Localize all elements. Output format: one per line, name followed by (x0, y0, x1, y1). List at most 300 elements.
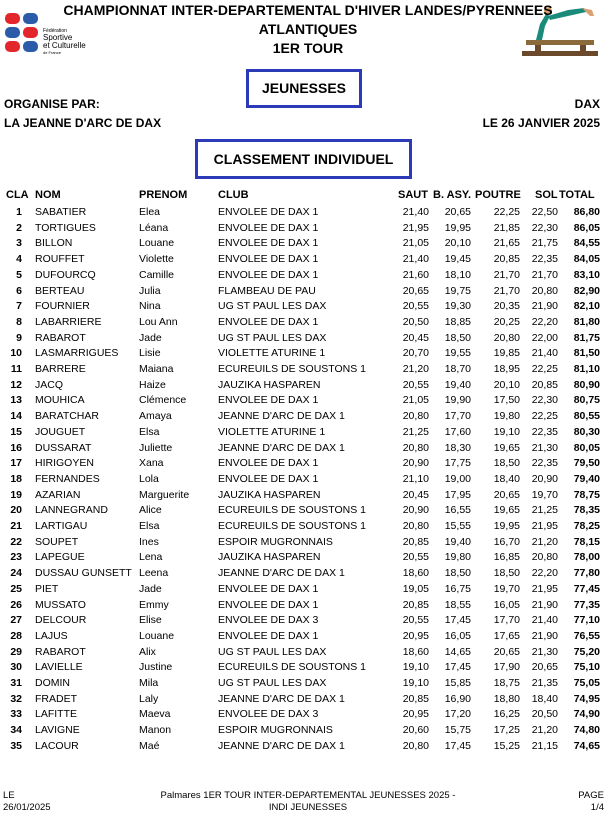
prenom-cell: Manon (139, 724, 172, 737)
total-cell: 86,05 (573, 221, 600, 234)
club-cell: UG ST PAUL LES DAX (218, 677, 327, 689)
table-row (0, 253, 616, 269)
prenom-cell: Louane (139, 237, 175, 250)
club-cell: ENVOLEE DE DAX 1 (218, 206, 319, 218)
saut-cell: 20,85 (402, 598, 429, 611)
rank-cell: 6 (16, 284, 22, 297)
prenom-cell: Justine (139, 661, 173, 674)
saut-cell: 20,85 (402, 535, 429, 548)
saut-cell: 20,80 (402, 441, 429, 454)
club-cell: ENVOLEE DE DAX 1 (218, 629, 319, 642)
poutre-cell: 17,65 (493, 629, 520, 642)
nom-cell: FERNANDES (35, 472, 100, 485)
col-saut: SAUT (398, 189, 428, 201)
club-cell: UG ST PAUL LES DAX (218, 300, 327, 313)
prenom-cell: Amaya (139, 410, 172, 423)
poutre-cell: 16,05 (493, 598, 520, 611)
col-sol: SOL (535, 189, 558, 201)
saut-cell: 20,95 (402, 629, 429, 642)
rank-cell: 31 (10, 677, 22, 689)
prenom-cell: Lena (139, 551, 163, 564)
nom-cell: RABAROT (35, 331, 86, 344)
sol-cell: 21,40 (531, 614, 558, 627)
rank-cell: 1 (16, 206, 22, 218)
total-cell: 75,05 (573, 677, 600, 689)
total-cell: 80,55 (573, 410, 600, 423)
rank-cell: 16 (10, 441, 22, 454)
ranking-box (195, 139, 412, 179)
saut-cell: 21,10 (402, 472, 429, 485)
sol-cell: 22,00 (531, 331, 558, 344)
nom-cell: HIRIGOYEN (35, 457, 94, 470)
category-box (246, 69, 362, 108)
col-prenom: PRENOM (139, 189, 188, 201)
rank-cell: 14 (10, 410, 22, 423)
total-cell: 81,75 (573, 331, 600, 344)
nom-cell: FOURNIER (35, 300, 90, 313)
footer-caption-line-2: INDI JEUNESSES (268, 802, 348, 813)
rank-cell: 13 (10, 394, 22, 407)
nom-cell: BERTEAU (35, 284, 85, 297)
saut-cell: 20,90 (402, 504, 429, 517)
nom-cell: PIET (35, 582, 59, 595)
poutre-cell: 22,25 (493, 206, 520, 218)
table-row (0, 379, 616, 395)
prenom-cell: Camille (139, 268, 175, 281)
table-row (0, 394, 616, 410)
nom-cell: SABATIER (35, 206, 87, 218)
asy-cell: 18,30 (444, 441, 471, 454)
table-row (0, 442, 616, 458)
category-label: JEUNESSES (261, 80, 347, 96)
asy-cell: 19,55 (444, 347, 471, 360)
col-rank: CLA (6, 189, 29, 201)
rank-cell: 17 (10, 457, 22, 470)
prenom-cell: Lisie (139, 347, 161, 360)
saut-cell: 21,95 (402, 221, 429, 234)
total-cell: 82,10 (573, 300, 600, 313)
rank-cell: 10 (10, 347, 22, 360)
prenom-cell: Elea (139, 206, 161, 218)
table-row (0, 347, 616, 363)
footer-page-label: PAGE (578, 790, 604, 801)
asy-cell: 17,70 (444, 410, 471, 423)
nom-cell: DUSSARAT (35, 441, 92, 454)
total-cell: 83,10 (573, 268, 600, 281)
nom-cell: DUFOURCQ (35, 268, 96, 281)
nom-cell: LABARRIERE (35, 315, 102, 328)
table-row (0, 646, 616, 662)
prenom-cell: Marguerite (139, 488, 190, 501)
club-cell: ENVOLEE DE DAX 1 (218, 457, 319, 470)
asy-cell: 18,50 (444, 331, 471, 344)
sol-cell: 20,80 (531, 551, 558, 564)
prenom-cell: Ines (139, 535, 159, 548)
ranking-label: CLASSEMENT INDIVIDUEL (213, 151, 394, 167)
rank-cell: 22 (10, 535, 22, 548)
nom-cell: DELCOUR (35, 614, 87, 627)
asy-cell: 14,65 (444, 645, 471, 658)
poutre-cell: 21,85 (493, 221, 520, 234)
nom-cell: MUSSATO (35, 598, 86, 611)
asy-cell: 18,50 (444, 567, 471, 580)
total-cell: 74,80 (573, 724, 600, 737)
sol-cell: 21,70 (531, 268, 558, 281)
asy-cell: 19,40 (444, 378, 471, 391)
poutre-cell: 17,90 (493, 661, 520, 674)
saut-cell: 21,25 (402, 425, 429, 438)
rank-cell: 3 (16, 237, 22, 250)
asy-cell: 18,10 (444, 268, 471, 281)
footer-date-label: LE (3, 790, 15, 801)
total-cell: 74,65 (573, 739, 600, 752)
sol-cell: 21,20 (531, 535, 558, 548)
total-cell: 81,10 (573, 363, 600, 375)
club-cell: ECUREUILS DE SOUSTONS 1 (218, 504, 367, 517)
table-row (0, 614, 616, 630)
asy-cell: 19,00 (444, 472, 471, 485)
saut-cell: 20,85 (402, 692, 429, 705)
rank-cell: 25 (10, 582, 22, 595)
prenom-cell: Jade (139, 331, 162, 344)
club-cell: UG ST PAUL LES DAX (218, 645, 327, 658)
poutre-cell: 16,85 (493, 551, 520, 564)
club-cell: JEANNE D'ARC DE DAX 1 (218, 410, 345, 423)
sol-cell: 21,40 (531, 347, 558, 360)
total-cell: 74,90 (573, 708, 600, 721)
sol-cell: 20,50 (531, 708, 558, 721)
sol-cell: 20,90 (531, 472, 558, 485)
table-row (0, 677, 616, 693)
rank-cell: 9 (16, 331, 22, 344)
rank-cell: 7 (16, 300, 22, 313)
table-row (0, 504, 616, 520)
saut-cell: 18,60 (402, 645, 429, 658)
sol-cell: 21,20 (531, 724, 558, 737)
footer-page (578, 790, 604, 814)
club-cell: JEANNE D'ARC DE DAX 1 (218, 739, 345, 752)
poutre-cell: 19,65 (493, 504, 520, 517)
club-cell: VIOLETTE ATURINE 1 (218, 347, 326, 360)
poutre-cell: 19,65 (493, 441, 520, 454)
asy-cell: 19,40 (444, 535, 471, 548)
sol-cell: 21,95 (531, 520, 558, 532)
asy-cell: 16,75 (444, 582, 471, 595)
asy-cell: 16,90 (444, 692, 471, 705)
table-row (0, 410, 616, 426)
table-row (0, 222, 616, 238)
rank-cell: 4 (16, 253, 22, 266)
col-asy: B. ASY. (433, 189, 472, 201)
rank-cell: 18 (10, 472, 22, 485)
club-cell: ENVOLEE DE DAX 1 (218, 394, 319, 407)
poutre-cell: 17,50 (493, 394, 520, 407)
club-cell: ECUREUILS DE SOUSTONS 1 (218, 661, 367, 674)
table-row (0, 457, 616, 473)
asy-cell: 17,75 (444, 457, 471, 470)
poutre-cell: 20,80 (493, 331, 520, 344)
prenom-cell: Xana (139, 457, 164, 470)
nom-cell: DOMIN (35, 677, 70, 689)
poutre-cell: 18,40 (493, 472, 520, 485)
saut-cell: 19,10 (402, 661, 429, 674)
poutre-cell: 21,70 (493, 284, 520, 297)
prenom-cell: Maé (139, 739, 160, 752)
sol-cell: 22,35 (531, 457, 558, 470)
prenom-cell: Juliette (139, 441, 173, 454)
sol-cell: 20,85 (531, 378, 558, 391)
poutre-cell: 20,25 (493, 315, 520, 328)
asy-cell: 17,95 (444, 488, 471, 501)
total-cell: 76,55 (573, 629, 600, 642)
competition-title-line-3: 1ER TOUR (272, 40, 344, 56)
nom-cell: LANNEGRAND (35, 504, 108, 517)
table-row (0, 269, 616, 285)
footer-date-value: 26/01/2025 (3, 802, 51, 813)
club-cell: ECUREUILS DE SOUSTONS 1 (218, 363, 367, 375)
nom-cell: LASMARRIGUES (35, 347, 119, 360)
table-row (0, 426, 616, 442)
sol-cell: 21,25 (531, 504, 558, 517)
nom-cell: LAJUS (35, 629, 68, 642)
sol-cell: 21,90 (531, 629, 558, 642)
poutre-cell: 19,10 (493, 425, 520, 438)
col-nom: NOM (35, 189, 61, 201)
city: DAX (574, 97, 600, 111)
asy-cell: 18,55 (444, 598, 471, 611)
total-cell: 78,15 (573, 535, 600, 548)
prenom-cell: Léana (139, 221, 169, 234)
table-row (0, 630, 616, 646)
total-cell: 77,35 (573, 598, 600, 611)
club-cell: JEANNE D'ARC DE DAX 1 (218, 567, 345, 580)
nom-cell: SOUPET (35, 535, 79, 548)
club-cell: JEANNE D'ARC DE DAX 1 (218, 692, 345, 705)
table-row (0, 661, 616, 677)
poutre-cell: 18,50 (493, 567, 520, 580)
club-cell: ENVOLEE DE DAX 1 (218, 237, 319, 250)
table-row (0, 285, 616, 301)
prenom-cell: Alix (139, 645, 156, 658)
asy-cell: 15,55 (444, 520, 471, 532)
total-cell: 78,75 (573, 488, 600, 501)
asy-cell: 15,75 (444, 724, 471, 737)
logo-text-4: de France (43, 50, 62, 55)
table-row (0, 708, 616, 724)
table-row (0, 206, 616, 222)
total-cell: 74,95 (573, 692, 600, 705)
prenom-cell: Violette (139, 253, 174, 266)
total-cell: 84,05 (573, 253, 600, 266)
asy-cell: 17,45 (444, 739, 471, 752)
prenom-cell: Lou Ann (139, 315, 178, 328)
saut-cell: 21,05 (402, 394, 429, 407)
saut-cell: 20,70 (402, 347, 429, 360)
organise-label: ORGANISE PAR: (4, 97, 100, 111)
club-cell: ENVOLEE DE DAX 1 (218, 582, 319, 595)
rank-cell: 12 (10, 378, 22, 391)
club-cell: ENVOLEE DE DAX 1 (218, 472, 319, 485)
asy-cell: 17,60 (444, 425, 471, 438)
sol-cell: 22,25 (531, 410, 558, 423)
prenom-cell: Lola (139, 472, 159, 485)
footer-caption (0, 790, 616, 814)
total-cell: 82,90 (573, 284, 600, 297)
sol-cell: 22,35 (531, 425, 558, 438)
total-cell: 80,90 (573, 378, 600, 391)
poutre-cell: 17,25 (493, 724, 520, 737)
poutre-cell: 20,65 (493, 488, 520, 501)
rank-cell: 21 (10, 520, 22, 532)
poutre-cell: 19,70 (493, 582, 520, 595)
poutre-cell: 19,95 (493, 520, 520, 532)
rank-cell: 11 (10, 363, 22, 375)
sol-cell: 19,70 (531, 488, 558, 501)
asy-cell: 19,80 (444, 551, 471, 564)
nom-cell: TORTIGUES (35, 221, 96, 234)
rank-cell: 20 (10, 504, 22, 517)
saut-cell: 19,10 (402, 677, 429, 689)
table-row (0, 237, 616, 253)
competition-title-line-1: CHAMPIONNAT INTER-DEPARTEMENTAL D'HIVER LANDES/PYRENNEES (63, 2, 553, 18)
saut-cell: 20,95 (402, 708, 429, 721)
sol-cell: 20,65 (531, 661, 558, 674)
total-cell: 79,40 (573, 472, 600, 485)
nom-cell: LAFITTE (35, 708, 78, 721)
sol-cell: 22,35 (531, 253, 558, 266)
nom-cell: LARTIGAU (35, 520, 88, 532)
asy-cell: 18,70 (444, 363, 471, 375)
asy-cell: 16,05 (444, 629, 471, 642)
poutre-cell: 19,85 (493, 347, 520, 360)
organiser-name: LA JEANNE D'ARC DE DAX (4, 116, 162, 130)
nom-cell: ROUFFET (35, 253, 85, 266)
nom-cell: AZARIAN (35, 488, 81, 501)
rank-cell: 30 (10, 661, 22, 674)
event-date: LE 26 JANVIER 2025 (482, 116, 600, 130)
prenom-cell: Clémence (139, 394, 187, 407)
saut-cell: 20,55 (402, 614, 429, 627)
saut-cell: 21,20 (402, 363, 429, 375)
asy-cell: 17,20 (444, 708, 471, 721)
poutre-cell: 20,35 (493, 300, 520, 313)
col-total: TOTAL (559, 189, 595, 201)
prenom-cell: Jade (139, 582, 162, 595)
poutre-cell: 20,10 (493, 378, 520, 391)
sol-cell: 21,15 (531, 739, 558, 752)
club-cell: ENVOLEE DE DAX 1 (218, 253, 319, 266)
rank-cell: 24 (10, 567, 22, 580)
nom-cell: BARATCHAR (35, 410, 99, 423)
club-cell: ESPOIR MUGRONNAIS (218, 535, 333, 548)
club-cell: JAUZIKA HASPAREN (218, 378, 321, 391)
nom-cell: BARRERE (35, 363, 86, 375)
poutre-cell: 20,65 (493, 645, 520, 658)
total-cell: 78,00 (573, 551, 600, 564)
club-cell: ENVOLEE DE DAX 3 (218, 614, 319, 627)
nom-cell: LAPEGUE (35, 551, 85, 564)
saut-cell: 20,45 (402, 331, 429, 344)
sol-cell: 21,30 (531, 645, 558, 658)
nom-cell: JACQ (35, 378, 64, 391)
prenom-cell: Emmy (139, 598, 169, 611)
sol-cell: 21,35 (531, 677, 558, 689)
sol-cell: 22,20 (531, 315, 558, 328)
total-cell: 75,20 (573, 645, 600, 658)
table-row (0, 536, 616, 552)
asy-cell: 19,30 (444, 300, 471, 313)
club-cell: ECUREUILS DE SOUSTONS 1 (218, 520, 367, 532)
footer-caption-line-1: Palmares 1ER TOUR INTER-DEPARTEMENTAL JEUNESSES 2025 - (160, 790, 456, 801)
saut-cell: 21,05 (402, 237, 429, 250)
rank-cell: 27 (10, 614, 22, 627)
nom-cell: LAVIGNE (35, 724, 80, 737)
club-cell: FLAMBEAU DE PAU (218, 284, 316, 297)
saut-cell: 20,80 (402, 739, 429, 752)
table-row (0, 520, 616, 536)
rank-cell: 15 (10, 425, 22, 438)
total-cell: 81,80 (573, 315, 600, 328)
club-cell: JAUZIKA HASPAREN (218, 551, 321, 564)
prenom-cell: Elsa (139, 520, 160, 532)
prenom-cell: Elsa (139, 425, 160, 438)
nom-cell: JOUGUET (35, 425, 86, 438)
saut-cell: 19,05 (402, 582, 429, 595)
sol-cell: 20,80 (531, 284, 558, 297)
saut-cell: 20,80 (402, 410, 429, 423)
table-row (0, 740, 616, 756)
col-club: CLUB (218, 189, 249, 201)
asy-cell: 19,75 (444, 284, 471, 297)
saut-cell: 20,55 (402, 551, 429, 564)
asy-cell: 18,85 (444, 315, 471, 328)
saut-cell: 20,65 (402, 284, 429, 297)
saut-cell: 20,50 (402, 315, 429, 328)
club-cell: ENVOLEE DE DAX 1 (218, 315, 319, 328)
sol-cell: 21,75 (531, 237, 558, 250)
asy-cell: 19,45 (444, 253, 471, 266)
nom-cell: MOUHICA (35, 394, 85, 407)
sol-cell: 22,50 (531, 206, 558, 218)
table-row (0, 473, 616, 489)
club-cell: ENVOLEE DE DAX 3 (218, 708, 319, 721)
asy-cell: 20,10 (444, 237, 471, 250)
poutre-cell: 19,80 (493, 410, 520, 423)
logo-text-3: et Culturelle (43, 41, 86, 50)
total-cell: 78,35 (573, 504, 600, 517)
total-cell: 80,05 (573, 441, 600, 454)
prenom-cell: Elise (139, 614, 162, 627)
total-cell: 77,80 (573, 567, 600, 580)
total-cell: 78,25 (573, 520, 600, 532)
total-cell: 77,10 (573, 614, 600, 627)
rank-cell: 32 (10, 692, 22, 705)
sol-cell: 21,90 (531, 300, 558, 313)
rank-cell: 5 (16, 268, 22, 281)
table-row (0, 599, 616, 615)
poutre-cell: 21,70 (493, 268, 520, 281)
sol-cell: 22,25 (531, 363, 558, 375)
total-cell: 75,10 (573, 661, 600, 674)
saut-cell: 18,60 (402, 567, 429, 580)
nom-cell: BILLON (35, 237, 73, 250)
poutre-cell: 20,85 (493, 253, 520, 266)
rank-cell: 2 (16, 221, 22, 234)
table-row (0, 567, 616, 583)
total-cell: 81,50 (573, 347, 600, 360)
sol-cell: 21,30 (531, 441, 558, 454)
poutre-cell: 15,25 (493, 739, 520, 752)
